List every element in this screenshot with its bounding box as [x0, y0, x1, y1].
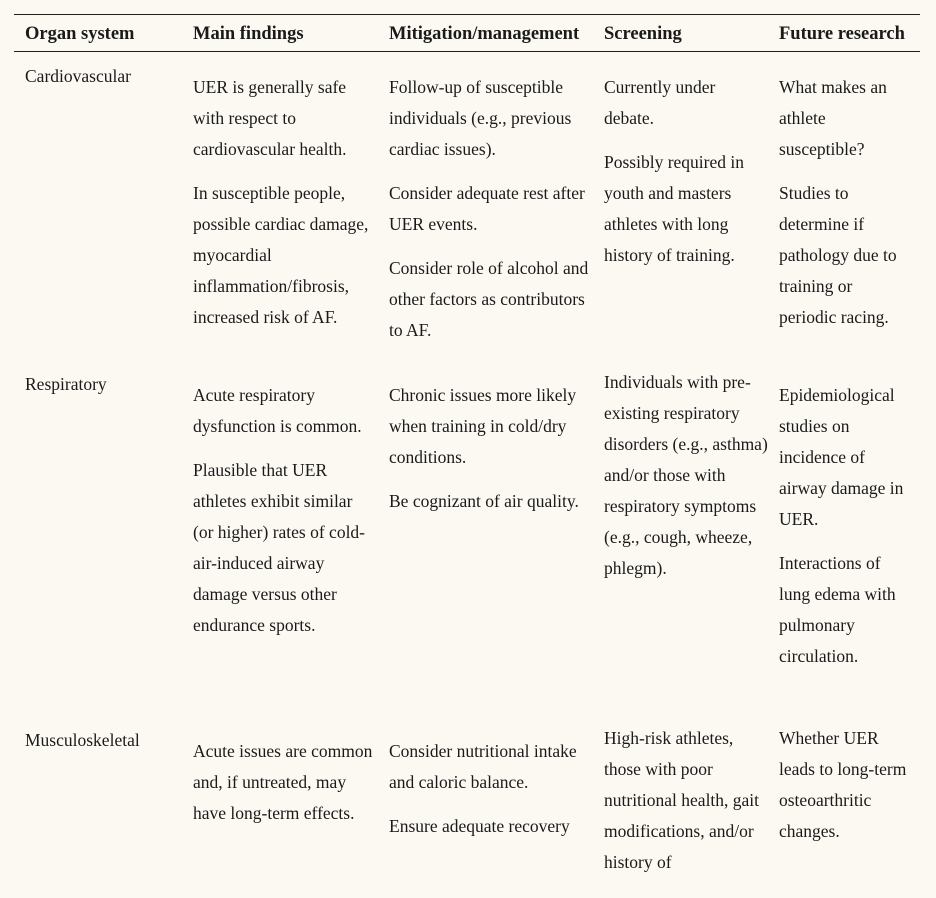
research-text: What makes an athlete susceptible?: [779, 77, 887, 159]
research-text: Whether UER leads to long-term osteoarthritic changes.: [779, 728, 907, 841]
organ-system-cell: Cardiovascular: [25, 66, 131, 86]
screening-text: Individuals with pre-existing respiratory disorders (e.g., asthma) and/or those with respiratory symptoms (e.g., cough, wheeze, phlegm).: [604, 372, 768, 578]
table-header-row: [14, 15, 920, 51]
finding-text: Plausible that UER athletes exhibit similar (or higher) rates of cold-air-induced airway damage versus other endurance sports.: [193, 460, 366, 635]
research-cell: [779, 380, 914, 672]
finding-text: Acute respiratory dysfunction is common.: [193, 385, 362, 436]
screening-text: Possibly required in youth and masters athletes with long history of training.: [604, 152, 744, 265]
finding-text: In susceptible people, possible cardiac damage, myocardial inflammation/fibrosis, increased risk of AF.: [193, 183, 369, 327]
table-row: [14, 360, 920, 716]
mitigation-text: Follow-up of susceptible individuals (e.g., previous cardiac issues).: [389, 77, 572, 159]
research-text: Interactions of lung edema with pulmonary circulation.: [779, 553, 896, 666]
finding-text: Acute issues are common and, if untreated, may have long-term effects.: [193, 741, 373, 823]
screening-text: Currently under debate.: [604, 77, 716, 128]
research-text: Epidemiological studies on incidence of airway damage in UER.: [779, 385, 904, 529]
mitigation-cell: [389, 736, 589, 842]
screening-cell: [604, 723, 769, 878]
organ-system-cell: Musculoskeletal: [25, 730, 140, 750]
header-screening: Screening: [604, 24, 682, 44]
research-text: Studies to determine if pathology due to training or periodic racing.: [779, 183, 897, 327]
research-cell: [779, 723, 914, 847]
header-organ-system: Organ system: [25, 24, 135, 44]
screening-text: High-risk athletes, those with poor nutritional health, gait modifications, and/or history of: [604, 728, 760, 872]
screening-cell: [604, 72, 769, 271]
mitigation-text: Consider role of alcohol and other factors as contributors to AF.: [389, 258, 589, 340]
mitigation-text: Be cognizant of air quality.: [389, 491, 579, 511]
table-row: [14, 52, 920, 360]
mitigation-text: Consider adequate rest after UER events.: [389, 183, 585, 234]
mitigation-text: Chronic issues more likely when training in cold/dry conditions.: [389, 385, 577, 467]
mitigation-cell: [389, 380, 589, 517]
mitigation-text: Ensure adequate recovery: [389, 816, 570, 836]
header-main-findings: Main findings: [193, 24, 304, 44]
findings-cell: [193, 72, 373, 333]
table: [14, 14, 920, 896]
research-cell: [779, 72, 914, 333]
header-mitigation: Mitigation/management: [389, 24, 580, 44]
finding-text: UER is generally safe with respect to cardiovascular health.: [193, 77, 347, 159]
organ-system-cell: Respiratory: [25, 374, 107, 394]
mitigation-text: Consider nutritional intake and caloric balance.: [389, 741, 577, 792]
mitigation-cell: [389, 72, 589, 346]
screening-cell: [604, 367, 769, 584]
header-future-research: Future research: [779, 24, 905, 44]
findings-cell: [193, 736, 373, 829]
findings-cell: [193, 380, 373, 641]
table-row: [14, 716, 920, 896]
